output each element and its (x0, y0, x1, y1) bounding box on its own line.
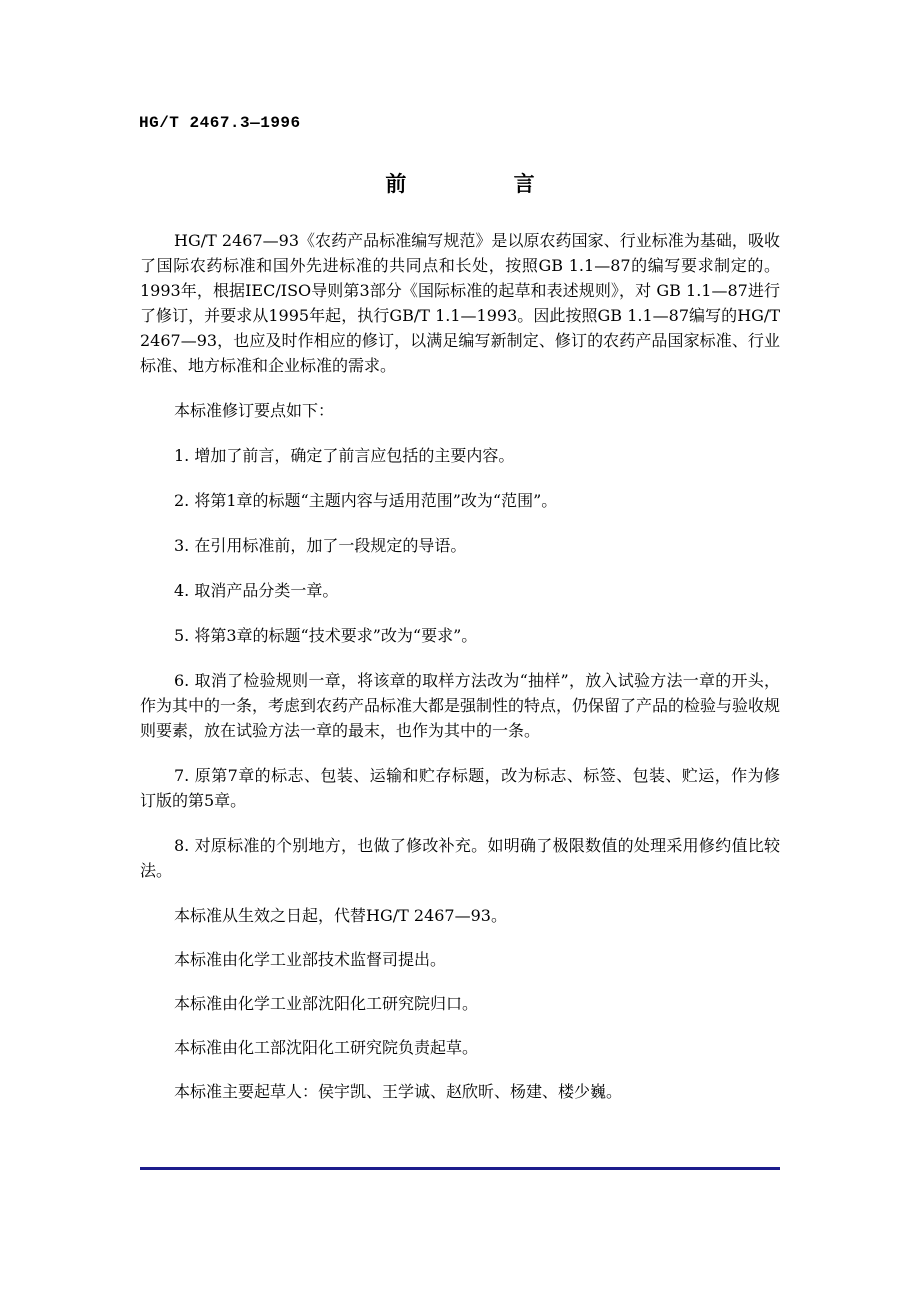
revision-point-1: 1. 增加了前言，确定了前言应包括的主要内容。 (174, 446, 515, 465)
revision-point-6: 6. 取消了检验规则一章，将该章的取样方法改为“抽样”，放入试验方法一章的开头，作为其中的一条，考虑到农药产品标准大都是强制性的特点，仍保留了产品的检验与验收规则要素，放在试验方法一章的最末，也作为其中的一条。 (140, 671, 781, 740)
document-body (140, 228, 780, 1123)
proposer-statement: 本标准由化学工业部技术监督司提出。 (174, 950, 447, 969)
page-title: 前 言 (385, 172, 585, 196)
replacement-statement: 本标准从生效之日起，代替HG/T 2467—93。 (174, 906, 507, 925)
revision-points-heading: 本标准修订要点如下： (174, 401, 335, 420)
footer-rule (140, 1167, 780, 1170)
drafters-statement: 本标准主要起草人：侯宇凯、王学诚、赵欣昕、杨建、楼少巍。 (174, 1082, 623, 1101)
revision-point-2: 2. 将第1章的标题“主题内容与适用范围”改为“范围”。 (174, 491, 558, 510)
revision-point-7: 7. 原第7章的标志、包装、运输和贮存标题，改为标志、标签、包装、贮运，作为修订版的第5章。 (140, 766, 780, 810)
revision-point-5: 5. 将第3章的标题“技术要求”改为“要求”。 (174, 626, 478, 645)
revision-point-4: 4. 取消产品分类一章。 (174, 581, 339, 600)
drafting-unit-statement: 本标准由化工部沈阳化工研究院负责起草。 (174, 1038, 479, 1057)
standard-code: HG/T 2467.3—1996 (139, 114, 301, 132)
revision-point-3: 3. 在引用标准前，加了一段规定的导语。 (174, 536, 467, 555)
revision-point-8: 8. 对原标准的个别地方，也做了修改补充。如明确了极限数值的处理采用修约值比较法。 (140, 836, 780, 880)
responsible-unit-statement: 本标准由化学工业部沈阳化工研究院归口。 (174, 994, 479, 1013)
intro-paragraph: HG/T 2467—93《农药产品标准编写规范》是以原农药国家、行业标准为基础，吸收了国际农药标准和国外先进标准的共同点和长处，按照GB 1.1—87的编写要求制定的。1993年，根据IEC/ISO导则第3部分《国际标准的起草和表述规则》，对 GB 1.1—87进行了修订，并要求从1995年起，执行GB/T 1.1—1993。因此按照GB 1.1—87编写的HG/T 2467—93，也应及时作相应的修订，以满足编写新制定、修订的农药产品国家标准、行业标准、地方标准和企业标准的需求。 (140, 231, 780, 375)
